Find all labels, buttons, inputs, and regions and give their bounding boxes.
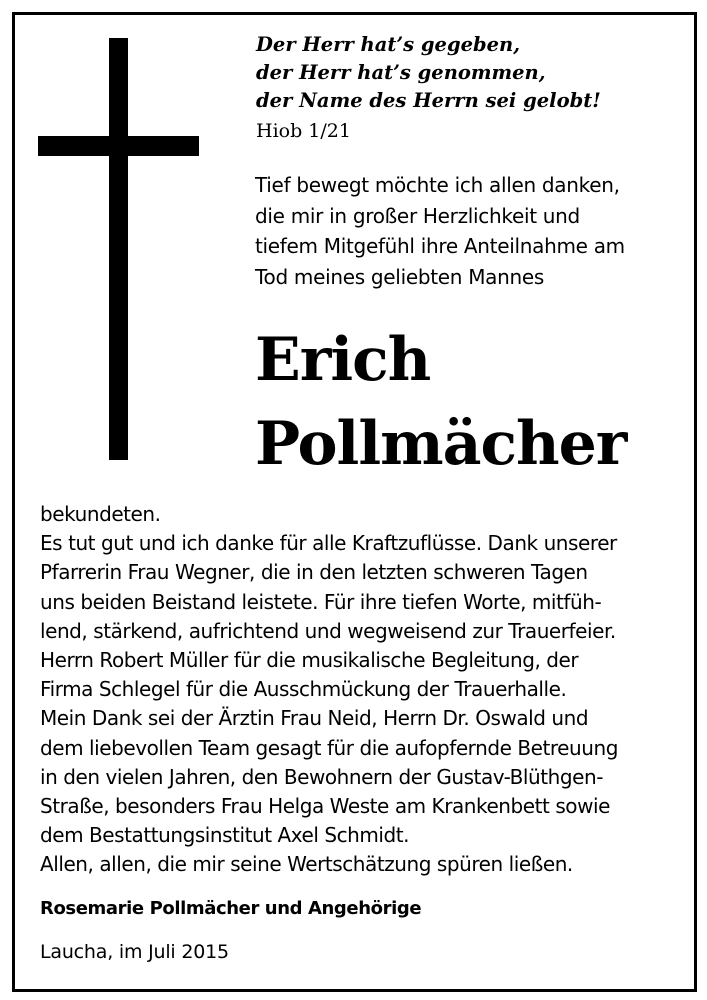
body-line: dem liebevollen Team gesagt für die aufopfernde Betreuung xyxy=(40,735,618,760)
body-line: in den vielen Jahren, den Bewohnern der Gustav-Blüthgen- xyxy=(40,764,603,789)
deceased-name xyxy=(255,318,626,486)
cross-icon-crossbar xyxy=(38,136,199,156)
body-line: lend, stärkend, aufrichtend und wegweisend zur Trauerfeier. xyxy=(40,618,616,643)
body-line: Es tut gut und ich danke für alle Kraftzuflüsse. Dank unserer xyxy=(40,531,617,556)
body-line: Herrn Robert Müller für die musikalische Begleitung, der xyxy=(40,648,579,673)
body-line: Pfarrerin Frau Wegner, die in den letzten schweren Tagen xyxy=(40,560,588,585)
body-line: uns beiden Beistand leistete. Für ihre tiefen Worte, mitfüh- xyxy=(40,589,602,614)
bible-quote xyxy=(256,31,601,115)
intro-line: Tief bewegt möchte ich allen danken, xyxy=(255,173,620,197)
quote-line: der Name des Herrn sei gelobt! xyxy=(256,89,601,112)
body-line: Allen, allen, die mir seine Wertschätzung spüren ließen. xyxy=(40,852,573,877)
place-date: Laucha, im Juli 2015 xyxy=(40,941,229,963)
body-line: Straße, besonders Frau Helga Weste am Krankenbett sowie xyxy=(40,794,610,819)
cross-icon xyxy=(109,38,128,460)
thanks-body xyxy=(40,500,680,880)
intro-line: tiefem Mitgefühl ihre Anteilnahme am xyxy=(255,234,625,258)
body-line: bekundeten. xyxy=(40,502,161,526)
deceased-first-name: Erich xyxy=(255,325,431,395)
intro-line: die mir in großer Herzlichkeit und xyxy=(255,203,580,228)
deceased-last-name: Pollmächer xyxy=(255,409,627,479)
intro-line: Tod meines geliebten Mannes xyxy=(255,264,544,289)
quote-source: Hiob 1/21 xyxy=(256,120,351,142)
signature: Rosemarie Pollmächer und Angehörige xyxy=(40,898,422,919)
quote-line: Der Herr hat’s gegeben, xyxy=(256,33,521,56)
body-line: Mein Dank sei der Ärztin Frau Neid, Herrn Dr. Oswald und xyxy=(40,706,589,731)
quote-line: der Herr hat’s genommen, xyxy=(256,61,546,84)
intro-text xyxy=(255,170,625,292)
body-line: Firma Schlegel für die Ausschmückung der Trauerhalle. xyxy=(40,677,567,702)
body-line: dem Bestattungsinstitut Axel Schmidt. xyxy=(40,823,410,848)
